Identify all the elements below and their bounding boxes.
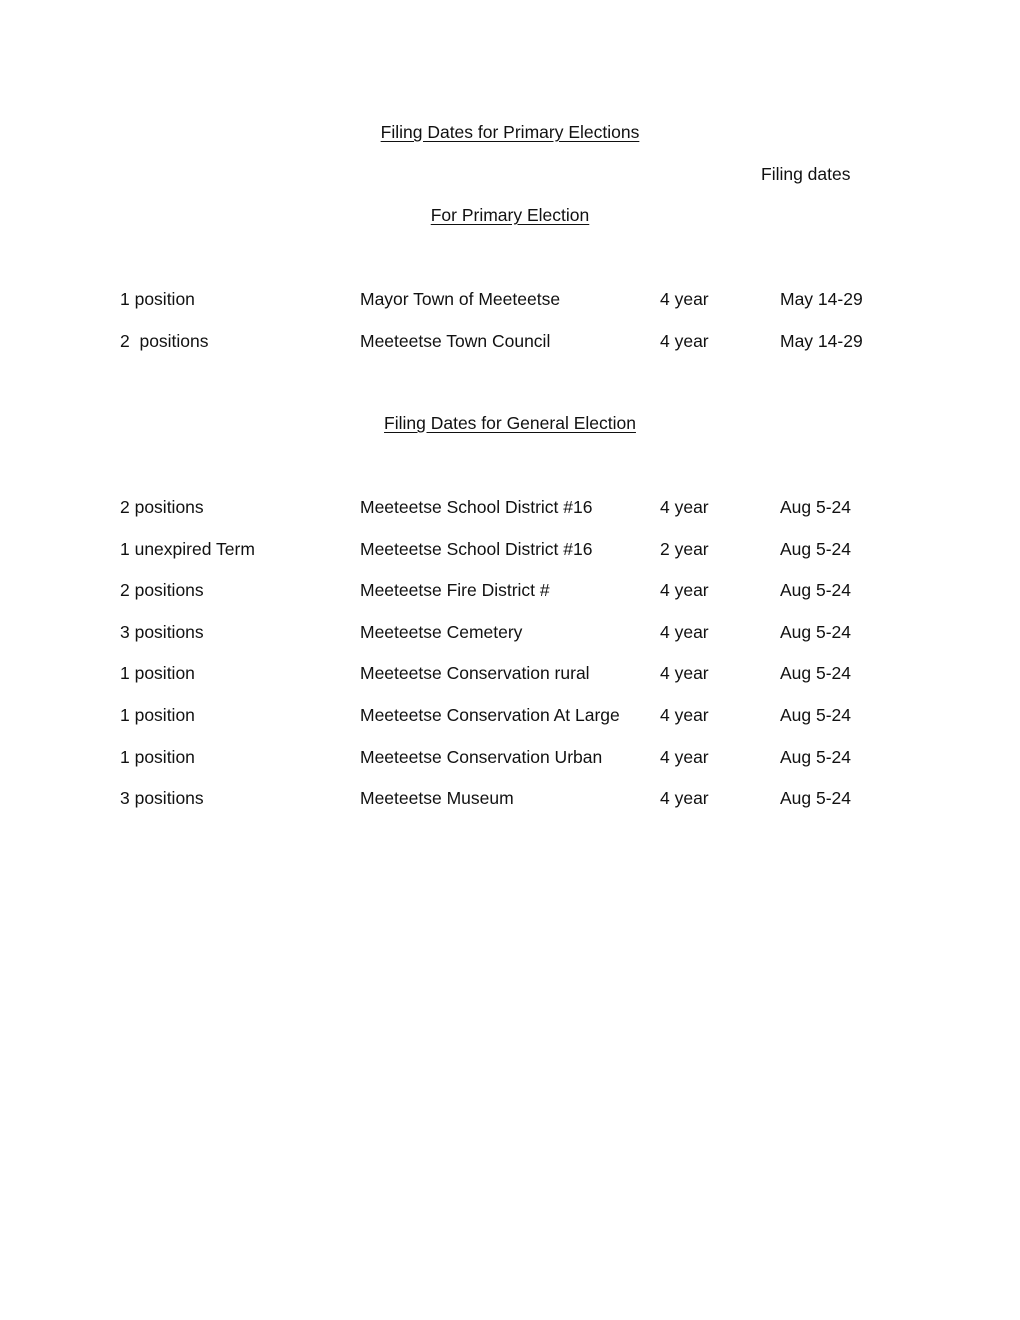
- table-row: [0, 539, 1020, 559]
- term-length: 4 year: [660, 788, 709, 809]
- office-name: Meeteetse Conservation At Large: [360, 705, 620, 725]
- filing-dates: Aug 5-24: [780, 538, 852, 559]
- term-length: 4 year: [660, 621, 709, 642]
- filing-dates: Aug 5-24: [780, 705, 852, 725]
- filing-dates: Aug 5-24: [780, 746, 852, 767]
- table-row: [0, 289, 1020, 309]
- position-count: 2 positions: [120, 497, 204, 517]
- filing-dates: Aug 5-24: [780, 621, 852, 642]
- term-length: 4 year: [660, 705, 709, 725]
- filing-dates: May 14-29: [780, 289, 863, 309]
- primary-election-heading: For Primary Election: [430, 205, 590, 225]
- office-name: Meeteetse Cemetery: [360, 621, 523, 642]
- term-length: 4 year: [660, 289, 709, 309]
- position-count: 2 positions: [120, 330, 209, 351]
- position-count: 2 positions: [120, 580, 204, 601]
- office-name: Meeteetse Fire District #: [360, 580, 550, 601]
- table-row: [0, 747, 1020, 767]
- filing-dates: Aug 5-24: [780, 580, 852, 601]
- term-length: 4 year: [660, 497, 709, 517]
- office-name: Meeteetse Museum: [360, 788, 514, 809]
- office-name: Meeteetse School District #16: [360, 497, 593, 517]
- position-count: 1 position: [120, 663, 195, 684]
- filing-dates: Aug 5-24: [780, 788, 852, 809]
- office-name: Mayor Town of Meeteetse: [360, 289, 561, 309]
- office-name: Meeteetse School District #16: [360, 538, 593, 559]
- office-name: Meeteetse Conservation Urban: [360, 746, 603, 767]
- office-name: Meeteetse Conservation rural: [360, 663, 590, 684]
- term-length: 2 year: [660, 538, 709, 559]
- table-row: [0, 788, 1020, 808]
- term-length: 4 year: [660, 580, 709, 601]
- office-name: Meeteetse Town Council: [360, 330, 551, 351]
- position-count: 1 position: [120, 705, 195, 725]
- filing-dates: Aug 5-24: [780, 663, 852, 684]
- table-row: [0, 622, 1020, 642]
- table-row: [0, 497, 1020, 517]
- table-row: [0, 580, 1020, 600]
- filing-dates: Aug 5-24: [780, 497, 852, 517]
- position-count: 3 positions: [120, 621, 204, 642]
- position-count: 3 positions: [120, 788, 204, 809]
- term-length: 4 year: [660, 746, 709, 767]
- filing-dates-label: Filing dates: [761, 164, 851, 184]
- general-election-heading: Filing Dates for General Election: [384, 413, 636, 433]
- term-length: 4 year: [660, 330, 709, 351]
- term-length: 4 year: [660, 663, 709, 684]
- table-row: [0, 331, 1020, 351]
- table-row: [0, 705, 1020, 725]
- position-count: 1 position: [120, 289, 195, 309]
- document-title: Filing Dates for Primary Elections: [380, 122, 640, 142]
- position-count: 1 unexpired Term: [120, 538, 255, 559]
- position-count: 1 position: [120, 746, 195, 767]
- filing-dates: May 14-29: [780, 330, 863, 351]
- table-row: [0, 663, 1020, 683]
